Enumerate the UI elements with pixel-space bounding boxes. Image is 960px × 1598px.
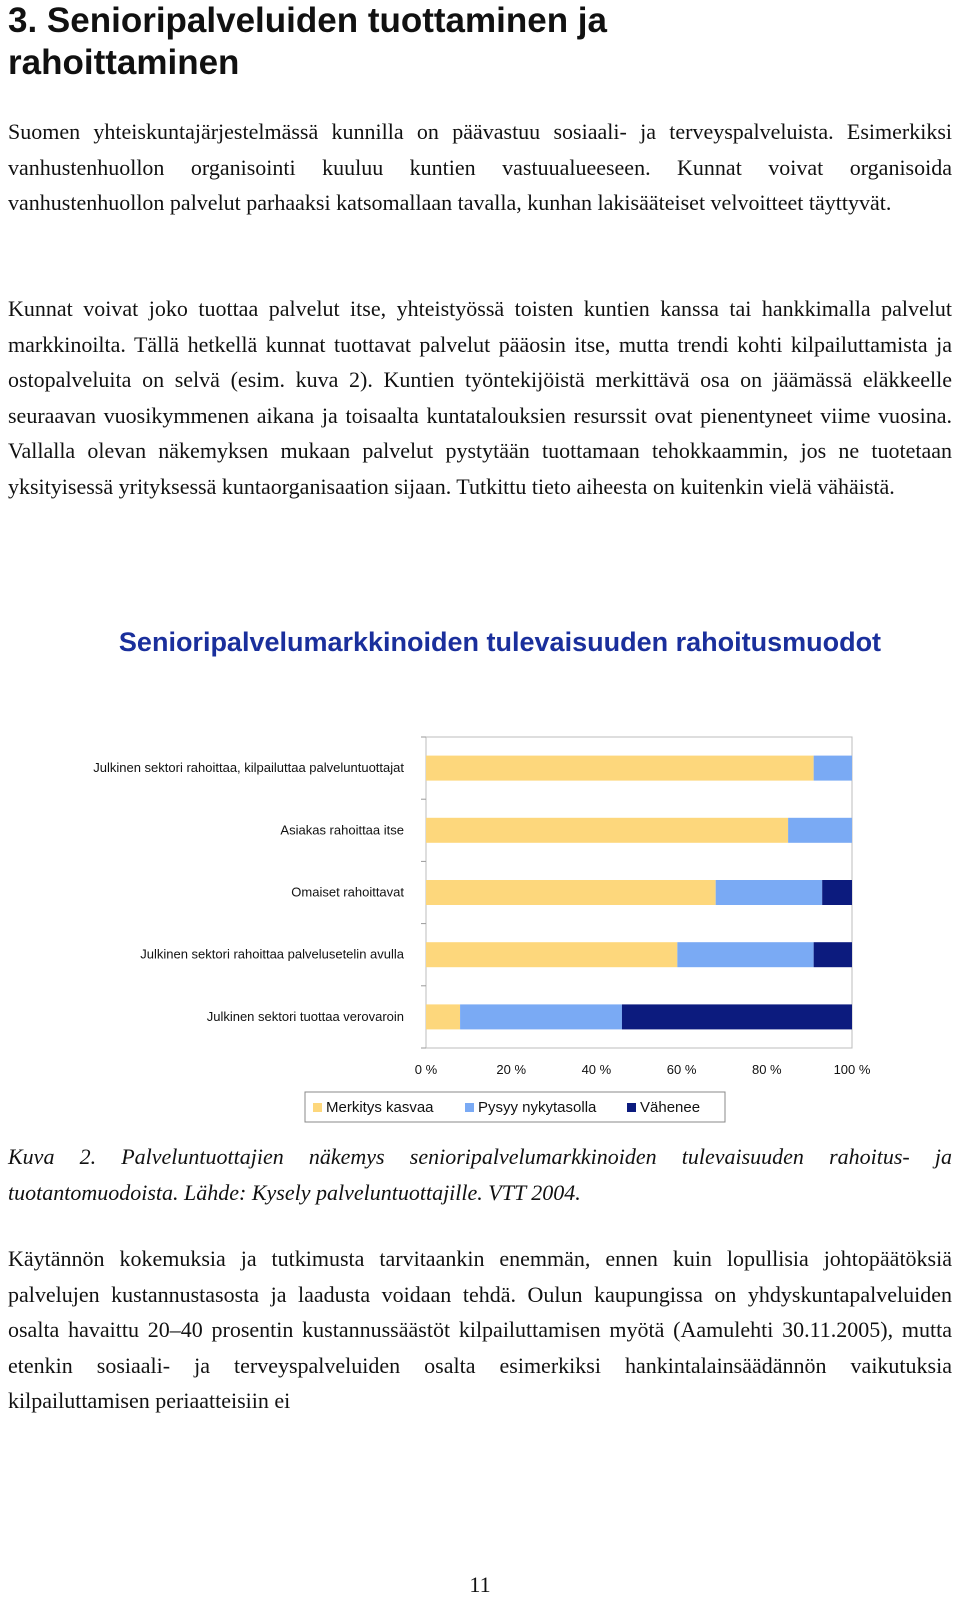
bar-segment-3 [622, 1004, 852, 1029]
x-tick-label: 40 % [581, 1062, 612, 1077]
paragraph-1: Suomen yhteiskuntajärjestelmässä kunnilla on päävastuu sosiaali- ja terveyspalveluista. Esimerkiksi vanhustenhuollon organisointi kuuluu kuntien vastuualueeseen. Kunnat voivat organisoida vanhustenhuollon palvelut parhaaksi katsomallaan tavalla, kunhan lakisääteiset velvoitteet täyttyvät. [8, 119, 952, 215]
bar-segment-3 [822, 880, 852, 905]
x-tick-label: 100 % [833, 1062, 871, 1077]
bar-segment-2 [788, 818, 852, 843]
page-number: 11 [469, 1572, 491, 1597]
bar-segment-1 [426, 1004, 460, 1029]
legend-label: Vähenee [640, 1099, 701, 1116]
paragraph-2: Kunnat voivat joko tuottaa palvelut itse, yhteistyössä toisten kuntien kanssa tai hankkimalla palvelut markkinoilta. Tällä hetkellä kunnat tuottavat palvelut pääosin itse, mutta trendi kohti kilpailuttamista ja ostopalveluita on selvä (esim. kuva 2). Kuntien työntekijöistä merkittävä osa on jäämässä eläkkeelle seuraavan vuosikymmenen aikana ja toisaalta kuntatalouksien resurssit ovat pienentyneet viime vuosina. Vallalla olevan näkemyksen mukaan palvelut pystytään tuottamaan tehokkaammin, jos ne tuotetaan yksityisessä yrityksessä kuntaorganisaation sijaan. Tutkittu tieto aiheesta on kuitenkin vielä vähäistä. [8, 296, 952, 499]
category-label: Asiakas rahoittaa itse [280, 822, 404, 838]
category-label: Julkinen sektori rahoittaa, kilpailuttaa palveluntuottajat [93, 760, 404, 776]
legend-swatch [627, 1103, 636, 1112]
paragraph-3: Käytännön kokemuksia ja tutkimusta tarvitaankin enemmän, ennen kuin lopullisia johtopäätöksiä palvelujen kustannustasosta ja laadusta voidaan tehdä. Oulun kaupungissa on yhdyskuntapalveluiden osalta havaittu 20–40 prosentin kustannussäästöt kilpailuttamisen myötä (Aamulehti 30.11.2005), mutta etenkin sosiaali- ja terveyspalveluiden osalta esimerkiksi hankintalainsäädännön vaikutuksia kilpailuttamisen periaatteisiin ei [8, 1246, 952, 1413]
bar-segment-1 [426, 818, 788, 843]
figure-caption: Kuva 2. Palveluntuottajien näkemys senioripalvelumarkkinoiden tulevaisuuden rahoitus- ja tuotantomuodoista. Lähde: Kysely palveluntuottajille. VTT 2004. [8, 1144, 952, 1205]
category-label: Omaiset rahoittavat [291, 884, 404, 900]
bar-segment-1 [426, 942, 677, 967]
legend-label: Pysyy nykytasolla [478, 1099, 597, 1116]
legend-swatch [465, 1103, 474, 1112]
bar-segment-1 [426, 756, 814, 781]
x-tick-label: 80 % [751, 1062, 782, 1077]
section-heading: 3. Senioripalveluiden tuottaminen ja rahoittaminen [8, 1, 607, 82]
bar-segment-2 [677, 942, 813, 967]
bar-segment-1 [426, 880, 716, 905]
category-label: Julkinen sektori tuottaa verovaroin [206, 1008, 404, 1024]
bar-segment-2 [814, 756, 852, 781]
x-tick-label: 60 % [666, 1062, 697, 1077]
bar-segment-2 [460, 1004, 622, 1029]
stacked-bar-chart [8, 730, 952, 1130]
chart-title: Senioripalvelumarkkinoiden tulevaisuuden rahoitusmuodot [118, 627, 882, 657]
legend-swatch [313, 1103, 322, 1112]
bar-segment-2 [716, 880, 823, 905]
category-label: Julkinen sektori rahoittaa palvelusetelin avulla [140, 946, 404, 962]
x-tick-label: 0 % [414, 1062, 438, 1077]
bar-segment-3 [814, 942, 852, 967]
x-tick-label: 20 % [496, 1062, 527, 1077]
legend-label: Merkitys kasvaa [326, 1099, 434, 1116]
